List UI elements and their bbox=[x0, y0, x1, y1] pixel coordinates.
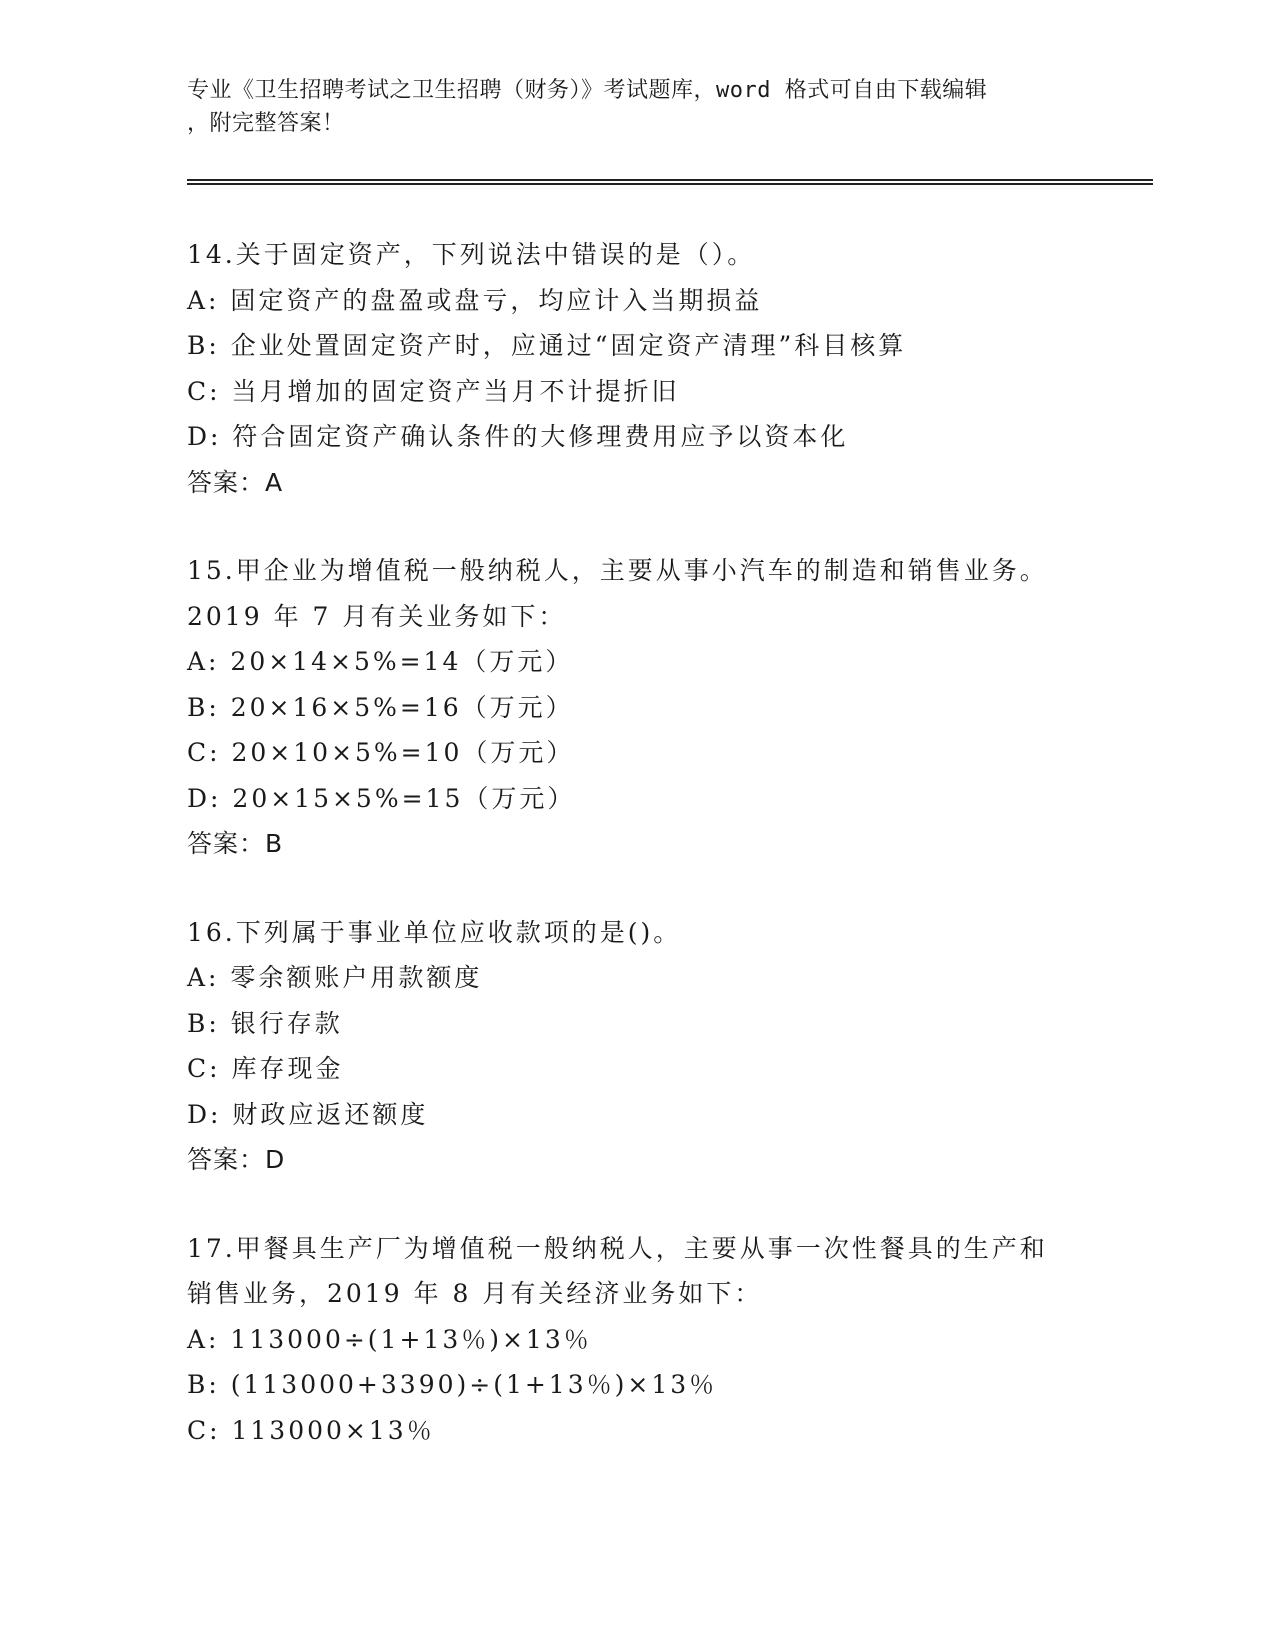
option-a: A: 固定资产的盘盈或盘亏，均应计入当期损益 bbox=[187, 285, 763, 315]
question-stem: 15.甲企业为增值税一般纳税人，主要从事小汽车的制造和销售业务。 bbox=[187, 556, 1048, 585]
option-b: B: 银行存款 bbox=[187, 1008, 343, 1038]
option-d: D: 符合固定资产确认条件的大修理费用应予以资本化 bbox=[187, 422, 849, 451]
question-14 bbox=[187, 232, 1137, 505]
option-d: D: 20×15×5%=15（万元） bbox=[187, 783, 576, 813]
option-b: B: 20×16×5%=16（万元） bbox=[187, 692, 574, 722]
option-c: C: 当月增加的固定资产当月不计提折旧 bbox=[187, 376, 680, 406]
question-stem: 14.关于固定资产，下列说法中错误的是（）。 bbox=[187, 240, 756, 269]
option-a: A: 零余额账户用款额度 bbox=[187, 963, 483, 992]
option-c: C: 20×10×5%=10（万元） bbox=[187, 738, 575, 767]
answer-line: 答案：A bbox=[187, 467, 284, 497]
question-list bbox=[187, 232, 1137, 1496]
answer-line: 答案：D bbox=[187, 1145, 286, 1174]
question-16 bbox=[187, 910, 1137, 1183]
option-d: D: 财政应返还额度 bbox=[187, 1099, 429, 1129]
question-stem: 16.下列属于事业单位应收款项的是()。 bbox=[187, 917, 682, 947]
option-c: C: 113000×13％ bbox=[187, 1415, 435, 1445]
question-stem: 17.甲餐具生产厂为增值税一般纳税人，主要从事一次性餐具的生产和 bbox=[187, 1233, 1048, 1263]
question-stem-continued: 销售业务，2019 年 8 月有关经济业务如下： bbox=[187, 1279, 763, 1308]
option-c: C: 库存现金 bbox=[187, 1054, 344, 1083]
answer-line: 答案：B bbox=[187, 829, 284, 858]
option-a: A: 20×14×5%=14（万元） bbox=[187, 647, 574, 676]
header-divider bbox=[187, 179, 1153, 185]
header-line-1: 专业《卫生招聘考试之卫生招聘（财务）》考试题库，word 格式可自由下载编辑 bbox=[187, 78, 988, 103]
question-stem-continued: 2019 年 7 月有关业务如下： bbox=[187, 601, 567, 631]
option-b: B: 企业处置固定资产时，应通过“固定资产清理”科目核算 bbox=[187, 331, 907, 360]
question-15 bbox=[187, 548, 1137, 867]
option-b: B: (113000+3390)÷(1+13％)×13％ bbox=[187, 1370, 718, 1399]
document-header bbox=[187, 74, 1077, 140]
option-a: A: 113000÷(1+13％)×13％ bbox=[187, 1324, 592, 1354]
header-line-2: ，附完整答案！ bbox=[187, 111, 345, 136]
question-17 bbox=[187, 1226, 1137, 1454]
